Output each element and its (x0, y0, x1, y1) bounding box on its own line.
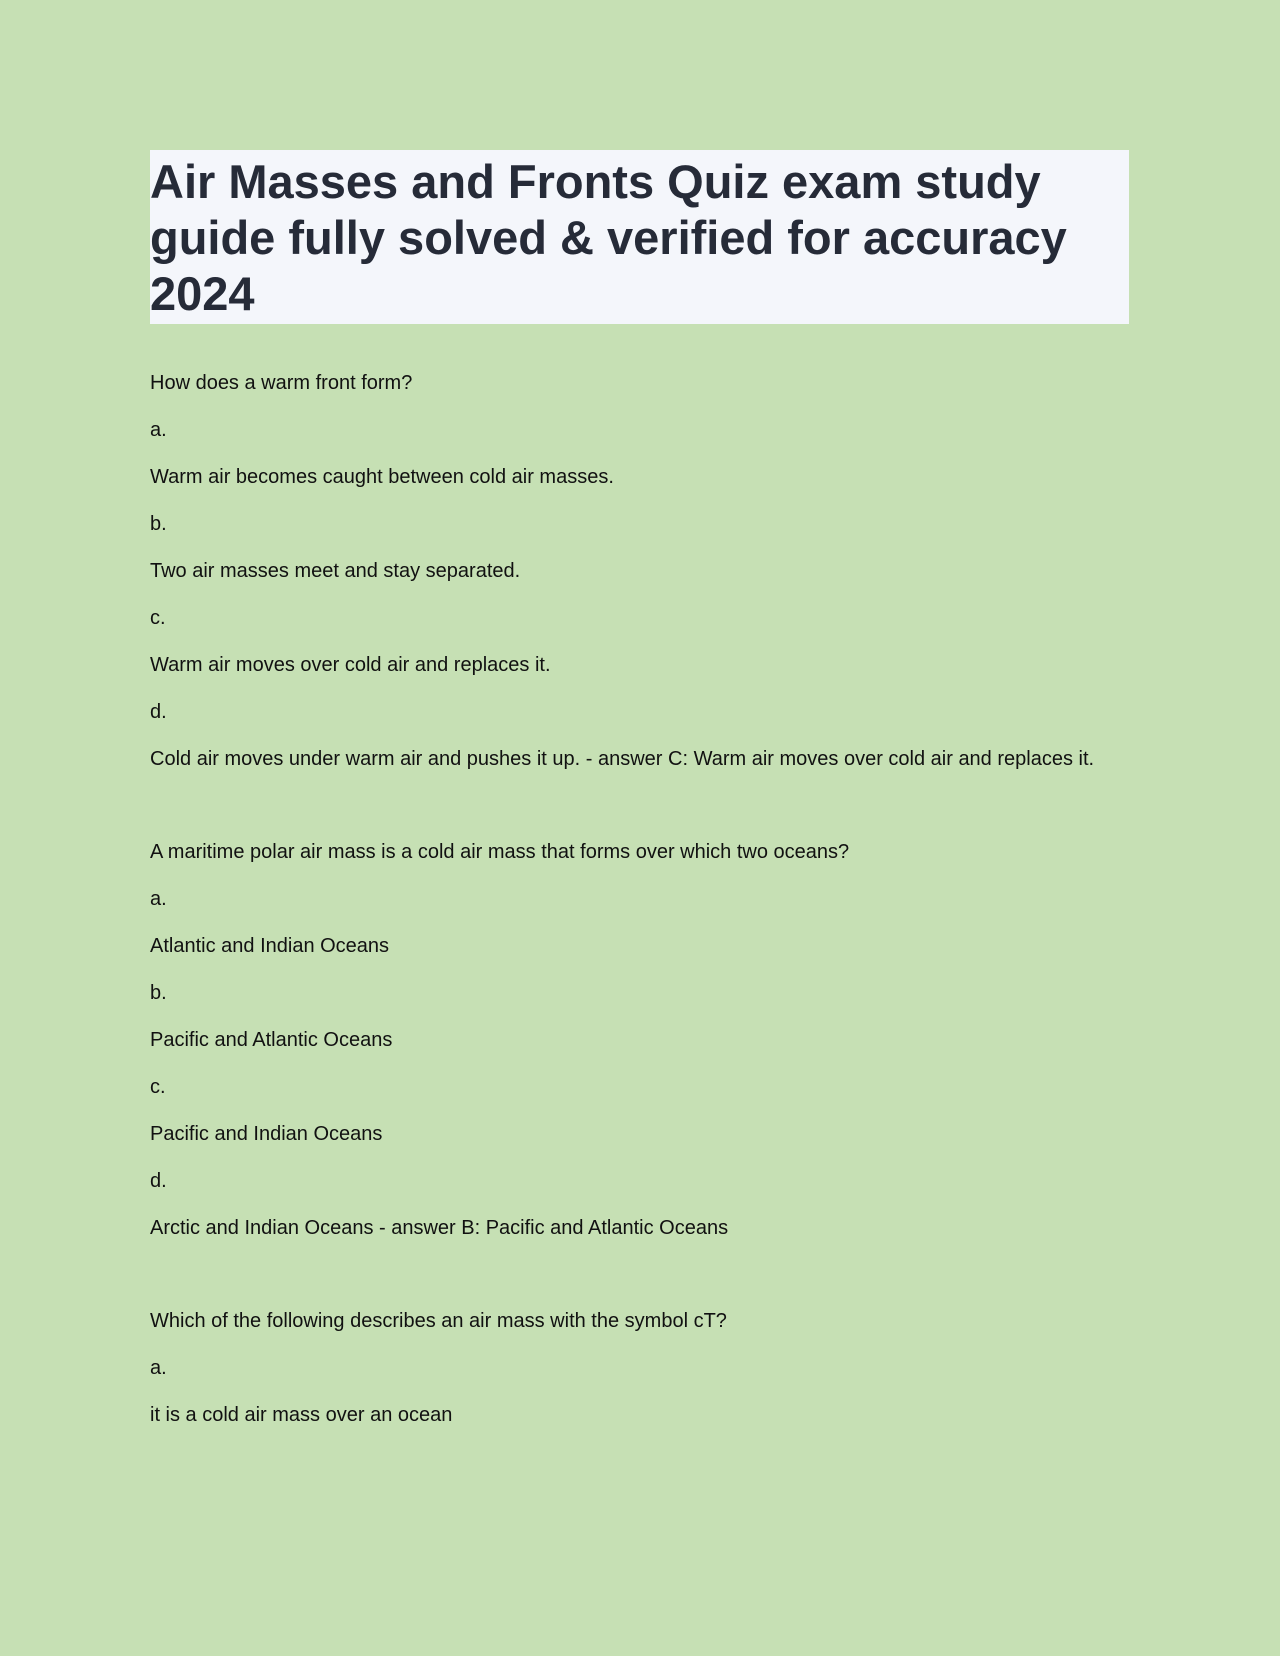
page-title: Air Masses and Fronts Quiz exam study guide fully solved & verified for accuracy 2024 (150, 155, 1067, 320)
option-letter: d. (150, 701, 167, 723)
quiz-content (150, 368, 1130, 1430)
option-letter: c. (150, 607, 166, 629)
question-text: How does a warm front form? (150, 372, 413, 394)
option-letter: a. (150, 419, 167, 441)
option-text-with-answer: Arctic and Indian Oceans - answer B: Pacific and Atlantic Oceans (150, 1217, 729, 1239)
option-text: Pacific and Atlantic Oceans (150, 1029, 393, 1051)
option-letter: a. (150, 1357, 167, 1379)
option-text: it is a cold air mass over an ocean (150, 1404, 453, 1426)
option-text: Two air masses meet and stay separated. (150, 560, 521, 582)
option-letter: b. (150, 982, 167, 1004)
question-block (150, 368, 1130, 774)
option-letter: d. (150, 1170, 167, 1192)
option-text: Warm air moves over cold air and replaces it. (150, 654, 551, 676)
option-letter: a. (150, 888, 167, 910)
question-text: A maritime polar air mass is a cold air mass that forms over which two oceans? (150, 841, 850, 863)
option-letter: c. (150, 1076, 166, 1098)
option-text: Warm air becomes caught between cold air masses. (150, 466, 614, 488)
question-spacer (150, 1260, 1130, 1306)
question-block (150, 1306, 1130, 1430)
option-text: Atlantic and Indian Oceans (150, 935, 390, 957)
document-body (150, 150, 1130, 1447)
option-text: Pacific and Indian Oceans (150, 1123, 383, 1145)
option-letter: b. (150, 513, 167, 535)
option-text-with-answer: Cold air moves under warm air and pushes it up. - answer C: Warm air moves over cold air and replaces it. (150, 748, 1095, 770)
title-banner (150, 150, 1129, 324)
question-text: Which of the following describes an air mass with the symbol cT? (150, 1310, 727, 1332)
question-spacer (150, 791, 1130, 837)
question-block (150, 837, 1130, 1243)
